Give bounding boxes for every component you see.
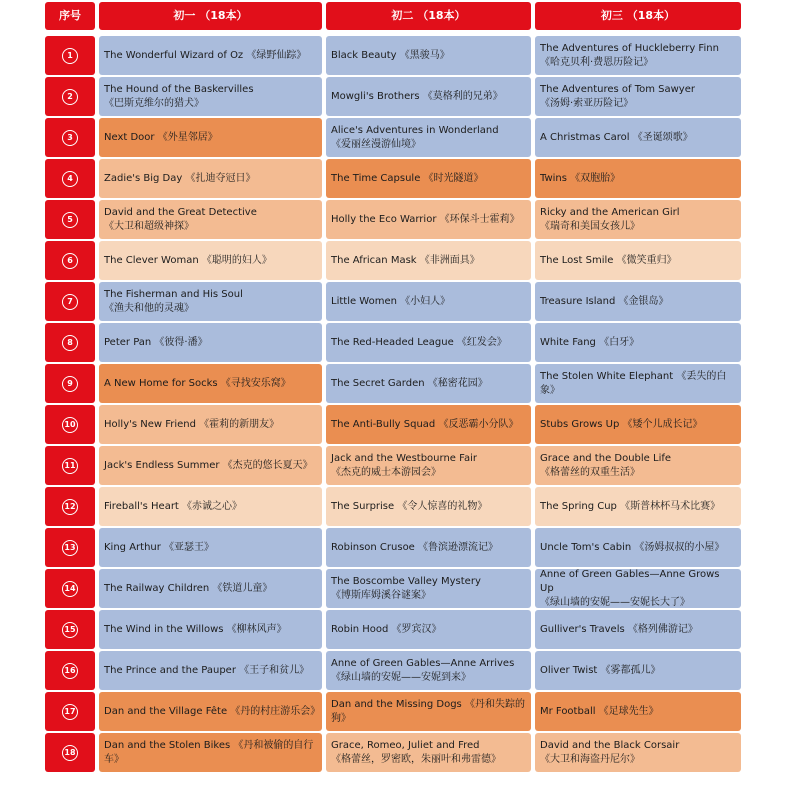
book-cell-grade-2: Robin Hood 《罗宾汉》 — [326, 610, 531, 649]
row-number: 5 — [45, 200, 95, 239]
book-cell-grade-1: The Wonderful Wizard of Oz 《绿野仙踪》 — [99, 36, 322, 75]
book-cell-grade-1: David and the Great Detective 《大卫和超级神探》 — [99, 200, 322, 239]
book-cell-grade-2: The Surprise 《令人惊喜的礼物》 — [326, 487, 531, 526]
book-cell-grade-3: Stubs Grows Up 《矮个儿成长记》 — [535, 405, 741, 444]
book-cell-grade-1: Fireball's Heart 《赤诚之心》 — [99, 487, 322, 526]
row-number: 10 — [45, 405, 95, 444]
row-number: 2 — [45, 77, 95, 116]
table-row — [45, 159, 741, 198]
table-row — [45, 446, 741, 485]
book-cell-grade-1: Peter Pan 《彼得·潘》 — [99, 323, 322, 362]
book-cell-grade-1: Dan and the Stolen Bikes 《丹和被偷的自行车》 — [99, 733, 322, 772]
book-cell-grade-3: The Stolen White Elephant 《丢失的白象》 — [535, 364, 741, 403]
book-cell-grade-1: The Wind in the Willows 《柳林风声》 — [99, 610, 322, 649]
header-grade-3: 初三 （18本） — [535, 2, 741, 30]
book-cell-grade-3: The Adventures of Tom Sawyer 《汤姆·索亚历险记》 — [535, 77, 741, 116]
book-cell-grade-2: Grace, Romeo, Juliet and Fred 《格蕾丝，罗密欧，朱丽叶和弗雷德》 — [326, 733, 531, 772]
book-cell-grade-2: The Time Capsule 《时光隧道》 — [326, 159, 531, 198]
row-number: 16 — [45, 651, 95, 690]
book-cell-grade-1: The Clever Woman 《聪明的妇人》 — [99, 241, 322, 280]
book-cell-grade-2: Jack and the Westbourne Fair 《杰克的威士本游园会》 — [326, 446, 531, 485]
book-cell-grade-3: Ricky and the American Girl 《瑞奇和美国女孩儿》 — [535, 200, 741, 239]
header-grade-1: 初一 （18本） — [99, 2, 322, 30]
book-cell-grade-2: Holly the Eco Warrior 《环保斗士霍莉》 — [326, 200, 531, 239]
book-cell-grade-1: Holly's New Friend 《霍莉的新朋友》 — [99, 405, 322, 444]
table-row — [45, 692, 741, 731]
row-number: 14 — [45, 569, 95, 608]
book-cell-grade-3: Gulliver's Travels 《格列佛游记》 — [535, 610, 741, 649]
table-row — [45, 323, 741, 362]
row-number: 3 — [45, 118, 95, 157]
table-row — [45, 405, 741, 444]
book-cell-grade-3: Mr Football 《足球先生》 — [535, 692, 741, 731]
book-cell-grade-1: Jack's Endless Summer 《杰克的悠长夏天》 — [99, 446, 322, 485]
book-cell-grade-1: The Railway Children 《铁道儿童》 — [99, 569, 322, 608]
book-cell-grade-3: White Fang 《白牙》 — [535, 323, 741, 362]
table-row — [45, 200, 741, 239]
book-cell-grade-3: Uncle Tom's Cabin 《汤姆叔叔的小屋》 — [535, 528, 741, 567]
table-row — [45, 36, 741, 75]
book-cell-grade-3: Grace and the Double Life 《格蕾丝的双重生活》 — [535, 446, 741, 485]
header-index: 序号 — [45, 2, 95, 30]
table-row — [45, 364, 741, 403]
book-cell-grade-3: David and the Black Corsair 《大卫和海盗丹尼尔》 — [535, 733, 741, 772]
book-cell-grade-1: The Hound of the Baskervilles 《巴斯克维尔的猎犬》 — [99, 77, 322, 116]
table-header-row — [45, 2, 741, 30]
row-number: 4 — [45, 159, 95, 198]
book-cell-grade-1: The Prince and the Pauper 《王子和贫儿》 — [99, 651, 322, 690]
table-row — [45, 487, 741, 526]
row-number: 17 — [45, 692, 95, 731]
table-row — [45, 610, 741, 649]
table-row — [45, 241, 741, 280]
book-cell-grade-2: The Anti-Bully Squad 《反恶霸小分队》 — [326, 405, 531, 444]
book-cell-grade-3: A Christmas Carol 《圣诞颂歌》 — [535, 118, 741, 157]
table-row — [45, 282, 741, 321]
book-cell-grade-1: The Fisherman and His Soul 《渔夫和他的灵魂》 — [99, 282, 322, 321]
row-number: 15 — [45, 610, 95, 649]
book-cell-grade-2: The Secret Garden 《秘密花园》 — [326, 364, 531, 403]
book-cell-grade-1: King Arthur 《亚瑟王》 — [99, 528, 322, 567]
book-cell-grade-2: Dan and the Missing Dogs 《丹和失踪的狗》 — [326, 692, 531, 731]
book-cell-grade-2: Anne of Green Gables—Anne Arrives 《绿山墙的安妮——安妮到来》 — [326, 651, 531, 690]
book-cell-grade-2: The Boscombe Valley Mystery 《博斯库姆溪谷谜案》 — [326, 569, 531, 608]
table-row — [45, 733, 741, 772]
book-cell-grade-2: The Red-Headed League 《红发会》 — [326, 323, 531, 362]
book-cell-grade-3: Anne of Green Gables—Anne Grows Up 《绿山墙的安妮——安妮长大了》 — [535, 569, 741, 608]
book-cell-grade-2: Alice's Adventures in Wonderland 《爱丽丝漫游仙境》 — [326, 118, 531, 157]
row-number: 9 — [45, 364, 95, 403]
book-cell-grade-1: Zadie's Big Day 《扎迪夺冠日》 — [99, 159, 322, 198]
table-row — [45, 118, 741, 157]
book-cell-grade-2: Black Beauty 《黑骏马》 — [326, 36, 531, 75]
row-number: 7 — [45, 282, 95, 321]
book-cell-grade-2: The African Mask 《非洲面具》 — [326, 241, 531, 280]
row-number: 8 — [45, 323, 95, 362]
row-number: 13 — [45, 528, 95, 567]
book-cell-grade-3: Twins 《双胞胎》 — [535, 159, 741, 198]
book-cell-grade-3: The Adventures of Huckleberry Finn 《哈克贝利·费恩历险记》 — [535, 36, 741, 75]
header-grade-2: 初二 （18本） — [326, 2, 531, 30]
table-row — [45, 77, 741, 116]
row-number: 6 — [45, 241, 95, 280]
book-cell-grade-1: A New Home for Socks 《寻找安乐窝》 — [99, 364, 322, 403]
row-number: 18 — [45, 733, 95, 772]
reading-list-table — [45, 2, 741, 774]
table-row — [45, 651, 741, 690]
book-cell-grade-1: Dan and the Village Fête 《丹的村庄游乐会》 — [99, 692, 322, 731]
row-number: 11 — [45, 446, 95, 485]
book-cell-grade-3: Treasure Island 《金银岛》 — [535, 282, 741, 321]
row-number: 12 — [45, 487, 95, 526]
book-cell-grade-2: Mowgli's Brothers 《莫格利的兄弟》 — [326, 77, 531, 116]
book-cell-grade-3: Oliver Twist 《雾都孤儿》 — [535, 651, 741, 690]
table-row — [45, 528, 741, 567]
book-cell-grade-1: Next Door 《外星邻居》 — [99, 118, 322, 157]
book-cell-grade-3: The Lost Smile 《微笑重归》 — [535, 241, 741, 280]
row-number: 1 — [45, 36, 95, 75]
book-cell-grade-2: Little Women 《小妇人》 — [326, 282, 531, 321]
book-cell-grade-2: Robinson Crusoe 《鲁滨逊漂流记》 — [326, 528, 531, 567]
table-row — [45, 569, 741, 608]
book-cell-grade-3: The Spring Cup 《斯普林杯马术比赛》 — [535, 487, 741, 526]
